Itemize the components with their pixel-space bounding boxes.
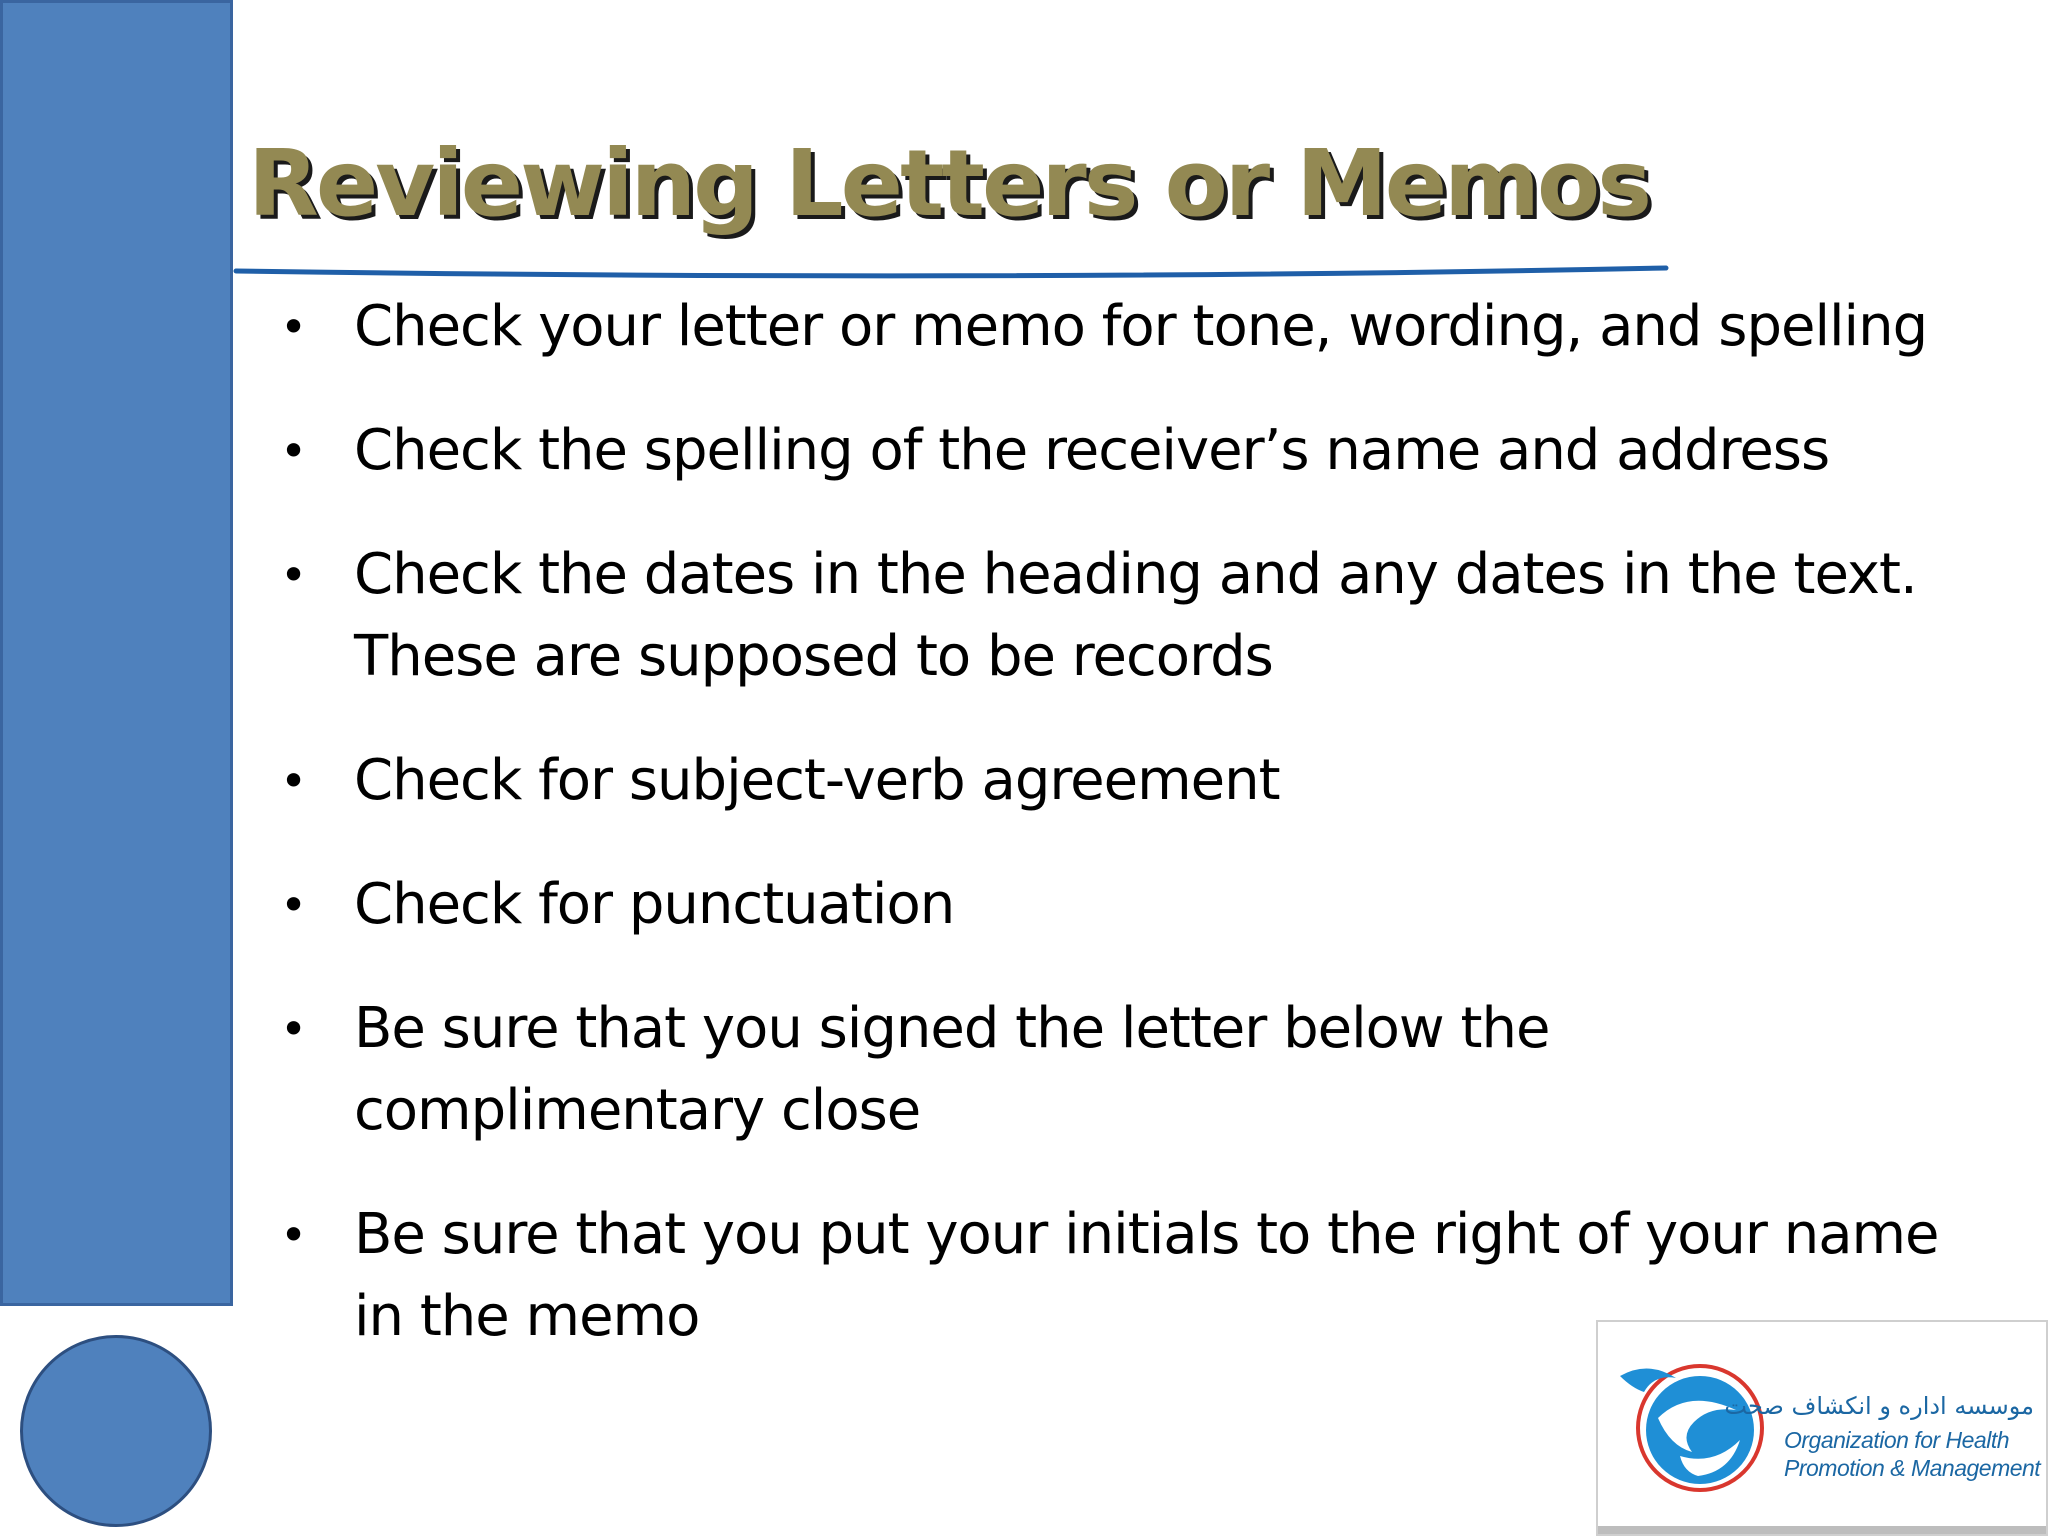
bullet-text-line: Be sure that you signed the letter below the bbox=[354, 996, 1550, 1061]
slide-title: Reviewing Letters or Memos bbox=[248, 130, 1649, 237]
title-underline bbox=[0, 0, 2048, 300]
logo-bottom-rule bbox=[1598, 1526, 2046, 1534]
bullet-dot-icon: • bbox=[280, 754, 307, 808]
bullet-dot-icon: • bbox=[280, 300, 307, 354]
logo-name-english bbox=[1784, 1426, 2046, 1482]
bullet-dot-icon: • bbox=[280, 1208, 307, 1262]
bullet-dot-icon: • bbox=[280, 878, 307, 932]
logo-name-persian: موسسه اداره و انکشاف صحت bbox=[1724, 1392, 2034, 1420]
bullet-dot-icon: • bbox=[280, 1002, 307, 1056]
logo-name-line-1: Organization for Health bbox=[1784, 1427, 2010, 1453]
bullet-item bbox=[270, 864, 2015, 946]
bullet-text-line: Check for punctuation bbox=[354, 872, 955, 937]
bullet-item bbox=[270, 740, 2015, 822]
bullet-text-line: Check your letter or memo for tone, wording, and spelling bbox=[354, 294, 1928, 359]
bullet-item bbox=[270, 988, 2015, 1152]
bullet-item bbox=[270, 534, 2015, 698]
bullet-item bbox=[270, 410, 2015, 492]
bullet-dot-icon: • bbox=[280, 424, 307, 478]
logo-name-line-2: Promotion & Management bbox=[1784, 1455, 2041, 1481]
bullet-list bbox=[270, 286, 2015, 1400]
bullet-text-line: Check the spelling of the receiver’s name and address bbox=[354, 418, 1830, 483]
side-accent-circle bbox=[20, 1335, 212, 1527]
bullet-text-line: These are supposed to be records bbox=[354, 624, 1273, 689]
bullet-text-line: Check for subject-verb agreement bbox=[354, 748, 1280, 813]
bullet-text-line: Be sure that you put your initials to the right of your name bbox=[354, 1202, 1939, 1267]
logo-emblem-icon bbox=[1618, 1348, 1778, 1498]
organization-logo bbox=[1596, 1320, 2048, 1536]
bullet-item bbox=[270, 286, 2015, 368]
bullet-text-line: in the memo bbox=[354, 1284, 700, 1349]
bullet-dot-icon: • bbox=[280, 548, 307, 602]
bullet-text-line: Check the dates in the heading and any dates in the text. bbox=[354, 542, 1917, 607]
bullet-text-line: complimentary close bbox=[354, 1078, 921, 1143]
